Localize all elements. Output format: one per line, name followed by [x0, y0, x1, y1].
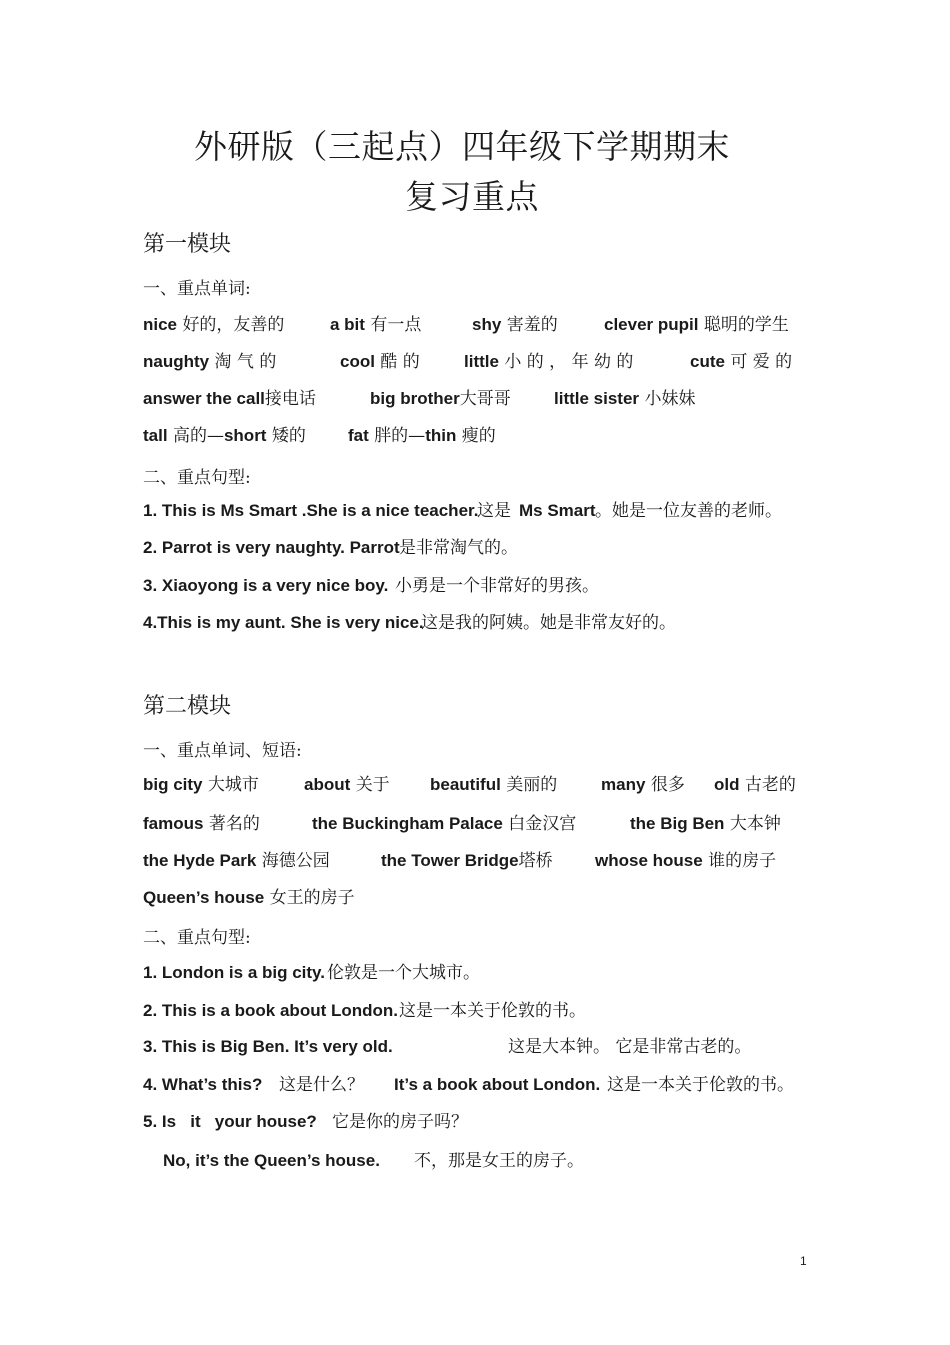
module1-sentence-4: 4.This is my aunt. She is very nice. 这是我的阿姨。她是非常友好的。: [143, 613, 676, 633]
vocab-term: clever pupil 聪明的学生: [604, 315, 789, 335]
vocab-term: naughty 淘 气 的: [143, 352, 277, 372]
module1-sentence-1: 1. This is Ms Smart .She is a nice teacher. 这是 Ms Smart 。她是一位友善的老师。: [143, 501, 782, 521]
module1-heading: 第一模块: [143, 232, 232, 257]
module2-sentence-4: 4. What’s this? 这是什么？ It’s a book about London. 这是一本关于伦敦的书。: [143, 1075, 794, 1095]
module2-sentence-3: 3. This is Big Ben. It’s very old. 这是大本钟。 它是非常古老的。: [143, 1037, 752, 1057]
vocab-term: Queen’s house 女王的房子: [143, 888, 355, 908]
module2-sentence-5: 5. Is it your house? 它是你的房子吗？: [143, 1112, 468, 1132]
vocab-term: many 很多: [601, 775, 685, 795]
module1-words-heading: 一、重点单词:: [143, 279, 251, 299]
vocab-term: the Hyde Park 海德公园: [143, 851, 330, 871]
vocab-term: fat 胖的—thin 瘦的: [348, 426, 496, 446]
page-number: 1: [800, 1254, 807, 1268]
module2-words-row-4: [143, 887, 355, 909]
vocab-term: little 小 的 ， 年 幼 的: [464, 352, 634, 372]
vocab-term: the Buckingham Palace 白金汉宫: [312, 814, 577, 834]
vocab-term: whose house 谁的房子: [595, 851, 777, 871]
module2-heading: 第二模块: [143, 694, 232, 719]
vocab-term: little sister 小妹妹: [554, 389, 696, 409]
module2-sentence-1: 1. London is a big city. 伦敦是一个大城市。: [143, 963, 480, 983]
vocab-term: cool 酷 的: [340, 352, 420, 372]
vocab-term: big brother大哥哥: [370, 389, 511, 409]
vocab-term: the Tower Bridge塔桥: [381, 851, 553, 871]
vocab-term: shy 害羞的: [472, 315, 558, 335]
vocab-term: about 关于: [304, 775, 390, 795]
vocab-term: old 古老的: [714, 775, 796, 795]
vocab-term: tall 高的—short 矮的: [143, 426, 306, 446]
vocab-term: answer the call接电话: [143, 389, 316, 409]
module1-sentence-3: 3. Xiaoyong is a very nice boy. 小勇是一个非常好的男孩。: [143, 576, 599, 596]
vocab-term: beautiful 美丽的: [430, 775, 558, 795]
vocab-term: famous 著名的: [143, 814, 260, 834]
module1-sentences-heading: 二、重点句型:: [143, 468, 251, 488]
doc-title-line1: 外研版（三起点）四年级下学期期末: [194, 127, 730, 166]
module2-words-heading: 一、重点单词、短语:: [143, 741, 302, 761]
doc-title-line2: 复习重点: [405, 177, 539, 216]
vocab-term: nice 好的，友善的: [143, 315, 285, 335]
vocab-term: the Big Ben 大本钟: [630, 814, 781, 834]
vocab-term: big city 大城市: [143, 775, 259, 795]
vocab-term: a bit 有一点: [330, 315, 422, 335]
module2-sentence-5-answer: No, it’s the Queen’s house. 不，那是女王的房子。: [163, 1151, 584, 1171]
module2-sentence-2: 2. This is a book about London. 这是一本关于伦敦的书。: [143, 1001, 586, 1021]
vocab-term: cute 可 爱 的: [690, 352, 793, 372]
module1-sentence-2: 2. Parrot is very naughty. Parrot 是非常淘气的。: [143, 538, 518, 558]
module2-sentences-heading: 二、重点句型:: [143, 928, 251, 948]
